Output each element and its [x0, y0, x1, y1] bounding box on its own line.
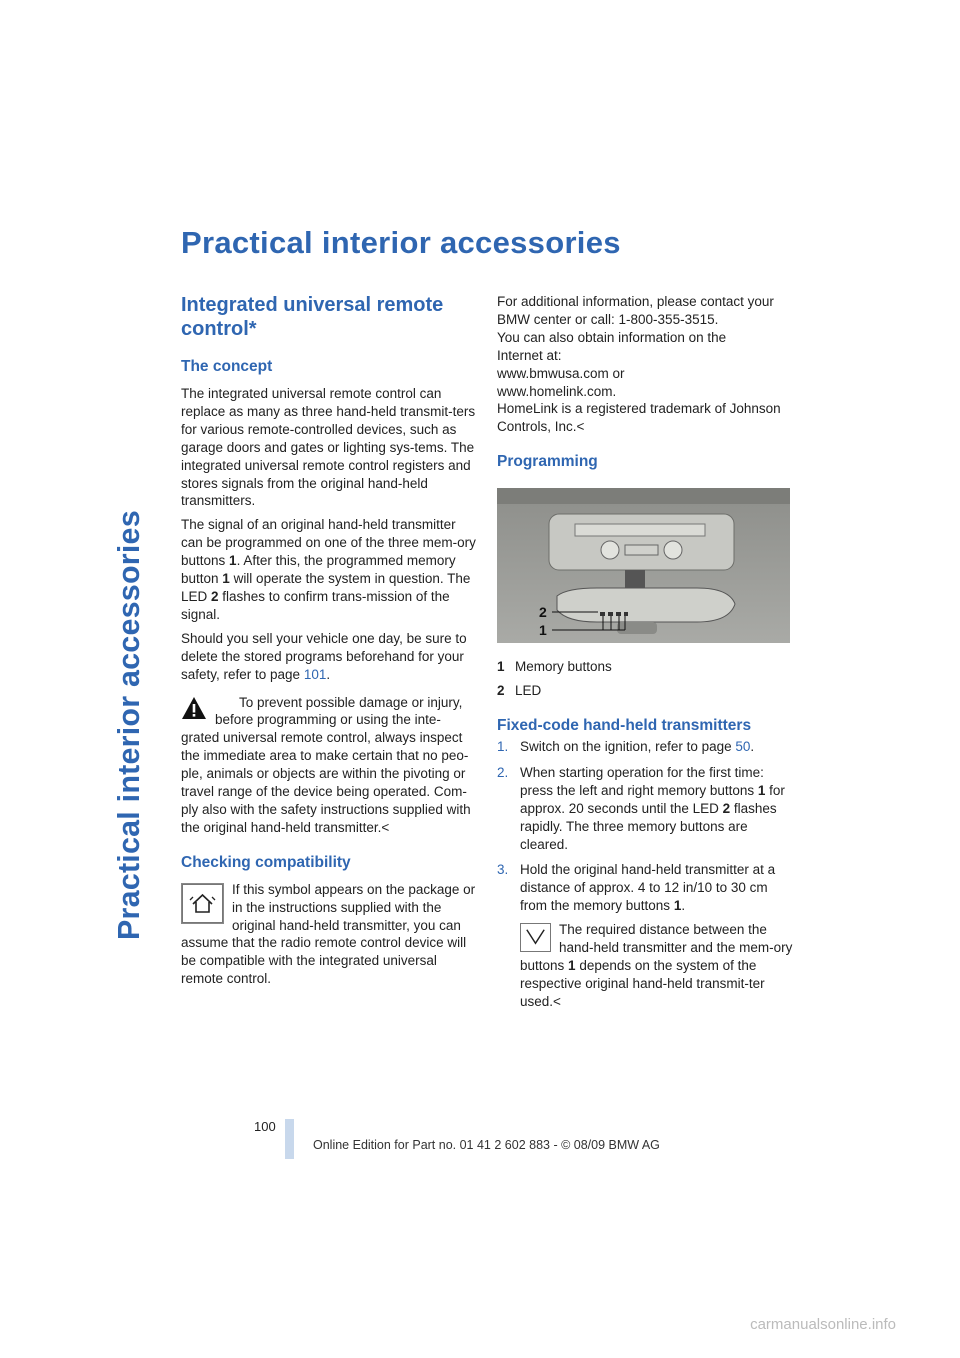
- distance-note: The required distance between the hand-held transmitter and the mem-ory buttons 1 depends on the system of the respective original hand-held transmit-ter used.<: [520, 922, 793, 1009]
- left-column: [181, 293, 477, 994]
- legend-item: 2 LED: [497, 683, 542, 699]
- legend-item: 1 Memory buttons: [497, 659, 612, 675]
- heading-checking-compatibility: Checking compatibility: [181, 853, 351, 871]
- compatibility-paragraph: If this symbol appears on the package or in the instructions supplied with the original hand-held transmitter, you can assume that the radio remote control device will be compatible with the integrated universal remote control.: [181, 881, 476, 987]
- heading-fixed-code-transmitters: Fixed-code hand-held transmitters: [497, 716, 752, 734]
- warning-note: To prevent possible damage or injury, before programming or using the inte-grated universal remote control, always inspect the immediate area to make certain that no peo-ple, animals or objects are within the pivoting or travel range of the device being operated. Com-ply also with the safety instructions supplied with the original hand-held transmitter.<: [181, 694, 471, 835]
- page-link-101[interactable]: 101: [303, 666, 327, 682]
- url-homelink: www.homelink.com.: [497, 383, 617, 399]
- homelink-compatible-icon: [181, 883, 224, 924]
- concept-paragraph-3: Should you sell your vehicle one day, be sure to delete the stored programs beforehand for your safety, refer to page 101.: [181, 630, 467, 682]
- concept-paragraph-1: The integrated universal remote control can replace as many as three hand-held transmit-ters for various remote-controlled devices, such as garage doors and gates or lighting sys-tems. The integrated universal remote control registers and stores signals from the original hand-held transmitters.: [181, 386, 476, 509]
- heading-programming: Programming: [497, 453, 598, 471]
- trademark-note: HomeLink is a registered trademark of Johnson Controls, Inc.<: [497, 401, 781, 435]
- page-title: Practical interior accessories: [181, 225, 621, 260]
- page-number: 100: [254, 1119, 276, 1134]
- contact-paragraph: For additional information, please contact your BMW center or call: 1-800-355-3515.: [497, 294, 774, 327]
- warning-triangle-icon: [181, 696, 207, 720]
- right-column: [497, 293, 793, 1019]
- figure-label-2: 2: [539, 604, 547, 621]
- step-3: 3. Hold the original hand-held transmitter at a distance of approx. 4 to 12 in/10 to 30 cm from the memory buttons 1. The required distance between the hand-held transmitter and the mem-ory buttons 1 depends on the system of the respective original hand-held transmit-ter used.<: [497, 862, 793, 1009]
- edition-note: Online Edition for Part no. 01 41 2 602 883 - © 08/09 BMW AG: [313, 1138, 660, 1152]
- step-1: 1. Switch on the ignition, refer to page 50.: [497, 738, 755, 754]
- url-bmwusa: www.bmwusa.com or: [497, 365, 625, 381]
- note-arrow-icon: [520, 923, 551, 952]
- page-link-50[interactable]: 50: [735, 738, 751, 754]
- figure-label-1: 1: [539, 622, 547, 639]
- watermark: carmanualsonline.info: [750, 1316, 896, 1333]
- rearview-mirror-figure: [497, 488, 790, 643]
- heading-concept: The concept: [181, 358, 273, 375]
- info-line-1: You can also obtain information on the: [497, 329, 727, 345]
- side-section-title: Practical interior accessories: [112, 510, 146, 940]
- section-heading-remote-control: Integrated universal remote control*: [181, 294, 444, 340]
- concept-paragraph-2: The signal of an original hand-held transmitter can be programmed on one of the three mem-ory buttons 1. After this, the programmed memory button 1 will operate the system in question. The LED 2 flashes to confirm trans-mission of the signal.: [181, 517, 476, 622]
- footer-bar: [285, 1119, 294, 1159]
- info-line-2: Internet at:: [497, 347, 562, 363]
- step-2: 2. When starting operation for the first time: press the left and right memory buttons 1 for approx. 20 seconds until the LED 2 flashes rapidly. The three memory buttons are cleared.: [497, 764, 785, 852]
